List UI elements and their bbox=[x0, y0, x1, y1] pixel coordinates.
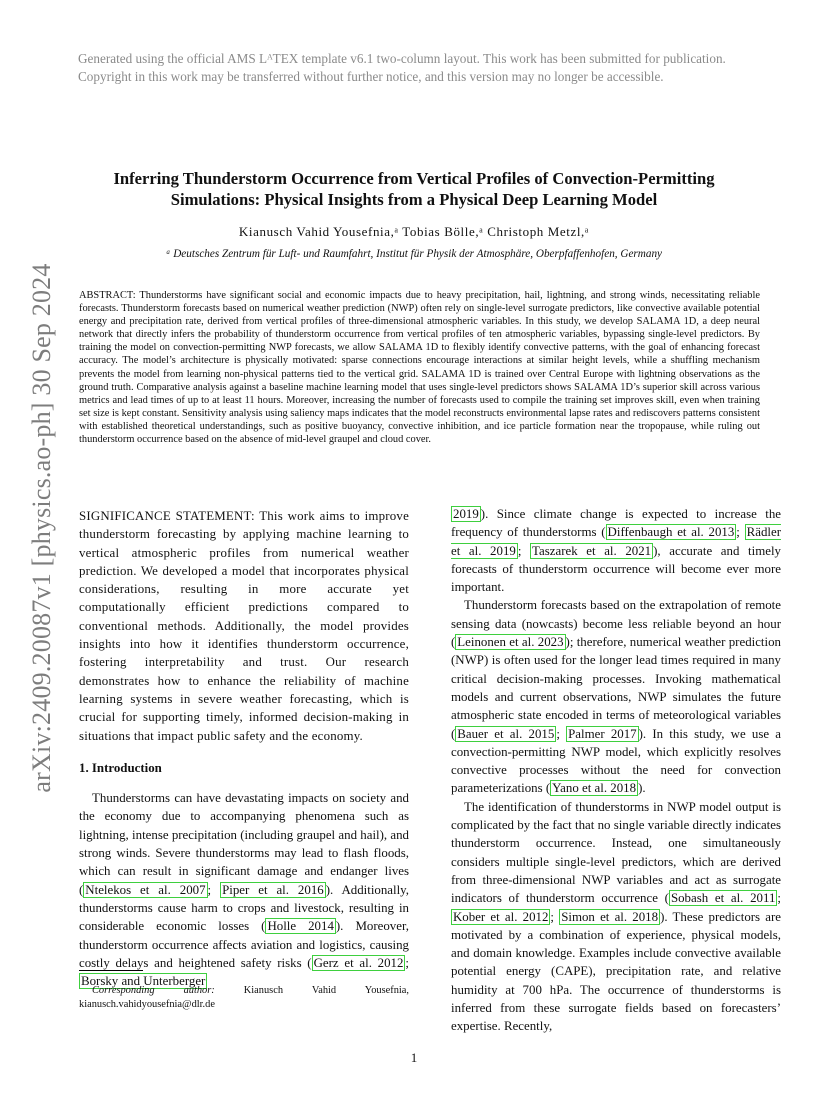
significance-statement: SIGNIFICANCE STATEMENT: This work aims to improve thunderstorm forecasting by applying machine learning to vertical atmospheric profiles from numerical weather prediction. We developed a model that incorporates physical considerations, resulting in more accurate yet computationally efficient predictions compared to conventional methods. Additionally, the model provides insights into how it identifies thunderstorm occurrence, fostering interpretability and trust. Our research demonstrates how to enhance the reliability of machine learning systems in severe weather forecasting, which is crucial for supporting timely, informed decision-making in situations that impact public safety and the economy. bbox=[79, 509, 409, 743]
section-heading-introduction: 1. Introduction bbox=[79, 760, 162, 775]
citation-link[interactable]: Bauer et al. 2015 bbox=[457, 726, 555, 741]
body-text: The identification of thunderstorms in NWP model output is complicated by the fact that no single variable directly indicates thunderstorm occurrence. Instead, one simultaneously considers multiple single-level predictors, which are derived from three-dimensional NWP variables and act as surrogate indicators of thunderstorm occurrence ( bbox=[451, 799, 781, 906]
body-paragraph bbox=[451, 798, 781, 1036]
citation-link[interactable]: Gerz et al. 2012 bbox=[313, 955, 404, 970]
citation-separator: ; bbox=[517, 543, 531, 558]
citation-link[interactable]: Palmer 2017 bbox=[568, 726, 637, 741]
right-column bbox=[451, 505, 781, 1036]
body-text: ). These predictors are motivated by a combination of experience, physical models, and domain knowledge. Examples include convective available potential energy (CAPE), precipitation rate, and relative humidity at 700 hPa. The occurrence of thunderstorms is inferred from these surrogate fields based on forecasters’ expertise. Recently, bbox=[451, 909, 782, 1034]
citation-link[interactable]: Borsky and Unterberger bbox=[81, 974, 206, 989]
footnote-role: Corresponding author: bbox=[92, 985, 215, 996]
body-text: ), accurate and timely forecasts of thunderstorm occurrence will become ever more important. bbox=[451, 543, 781, 595]
author-list: Kianusch Vahid Yousefnia,ᵃ Tobias Bölle,ᵃ Christoph Metzl,ᵃ bbox=[238, 224, 590, 239]
body-text: Thunderstorm forecasts based on the extrapolation of remote sensing data (nowcasts) become less reliable beyond an hour ( bbox=[451, 598, 781, 650]
left-column bbox=[79, 507, 409, 990]
affiliation: ᵃ Deutsches Zentrum für Luft- und Raumfahrt, Institut für Physik der Atmosphäre, Oberpfaffenhofen, Germany bbox=[165, 248, 663, 260]
citation-link[interactable]: Holle 2014 bbox=[267, 919, 334, 934]
body-paragraph bbox=[451, 505, 781, 596]
citation-link[interactable]: Diffenbaugh et al. 2013 bbox=[607, 525, 735, 540]
citation-separator: ; bbox=[405, 955, 409, 970]
citation-link[interactable]: 2019 bbox=[453, 507, 479, 521]
citation-link[interactable]: Ntelekos et al. 2007 bbox=[85, 882, 206, 897]
citation-link[interactable]: Rädler et al. 2019 bbox=[451, 525, 781, 558]
citation-separator: ; bbox=[550, 909, 560, 924]
citation-link[interactable]: Piper et al. 2016 bbox=[222, 882, 324, 897]
citation-link[interactable]: Simon et al. 2018 bbox=[561, 909, 659, 924]
citation-link[interactable]: Sobash et al. 2011 bbox=[670, 891, 776, 906]
footnote-text: Kianusch Vahid Yousefnia, kianusch.vahidyousefnia@dlr.de bbox=[79, 985, 410, 1010]
abstract: ABSTRACT: Thunderstorms have significant social and economic impacts due to heavy precipitation, hail, lightning, and strong winds, necessitating reliable forecasts. Thunderstorm forecasts based on numerical weather prediction (NWP) often rely on single-level surrogate predictors, like convective available potential energy and precipitation rate, derived from vertical profiles of three-dimensional atmospheric variables. In this study, we develop SALAMA 1D, a deep neural network that directly infers the probability of thunderstorm occurrence from vertical profiles of ten atmospheric variables, bypassing single-level predictors. By training the model on convection-permitting NWP forecasts, we allow SALAMA 1D to flexibly identify convective patterns, with the goal of enhancing forecast accuracy. The model’s architecture is physically motivated: sparse connections encourage interactions at similar height levels, while a shuffling mechanism prevents the model from learning non-physical patterns tied to the vertical grid. SALAMA 1D is trained over Central Europe with lightning observations as the ground truth. Comparative analysis against a baseline machine learning model that uses single-level predictors shows SALAMA 1D’s superior skill across various metrics and lead times of up to at least 11 hours. Moreover, increasing the number of forecasts used to compile the training set improves skill, even when training set size is kept constant. Sensitivity analysis using saliency maps indicates that the model reconstructs environmental lapse rates and rediscovers patterns consistent with established theoretical understandings, such as positive buoyancy, convective inhibition, and ice particle formation near the tropopause, while ruling out thunderstorm occurrence based on the absence of mid-level graupel and cloud cover. bbox=[79, 290, 760, 446]
page-number: 1 bbox=[410, 1050, 418, 1065]
body-paragraph bbox=[451, 596, 781, 797]
corresponding-author-footnote bbox=[79, 984, 409, 1011]
body-text: ). bbox=[638, 781, 646, 796]
citation-separator: ; bbox=[777, 891, 781, 906]
arxiv-identifier bbox=[22, 228, 62, 828]
intro-text: ). Moreover, thunderstorm occurrence affects aviation and logistics, causing costly delays and heightened safety risks ( bbox=[79, 919, 409, 970]
citation-separator: ; bbox=[207, 882, 221, 897]
arxiv-identifier-text: arXiv:2409.20087v1 [physics.ao-ph] 30 Sep 2024 bbox=[27, 263, 56, 793]
body-text: ); therefore, numerical weather prediction (NWP) is often used for the longer lead times required in many critical decision-making processes. Invoking mathematical models and current observations, NWP simulates the future atmospheric state encoded in terms of meteorological variables ( bbox=[451, 635, 781, 741]
citation-link[interactable]: Taszarek et al. 2021 bbox=[532, 543, 652, 558]
intro-text: ). Additionally, thunderstorms cause harm to crops and livestock, resulting in considerable economic losses ( bbox=[79, 882, 410, 934]
template-notice: Generated using the official AMS LᴬTEX template v6.1 two-column layout. This work has been submitted for publication. Copyright in this work may be transferred without further notice, and this version may no longer be accessible. bbox=[78, 51, 726, 84]
intro-paragraph bbox=[79, 789, 409, 990]
intro-text: Thunderstorms can have devastating impacts on society and the economy due to accompanying phenomena such as lightning, intense precipitation (including graupel and hail), and strong winds. Severe thunderstorms may lead to flash floods, which can result in significant damage and endanger lives ( bbox=[79, 791, 409, 897]
citation-link[interactable]: Kober et al. 2012 bbox=[453, 909, 549, 924]
footnote-rule bbox=[79, 970, 143, 971]
citation-link[interactable]: Leinonen et al. 2023 bbox=[457, 635, 564, 650]
body-text: ). Since climate change is expected to increase the frequency of thunderstorms ( bbox=[451, 507, 781, 540]
citation-link[interactable]: Yano et al. 2018 bbox=[552, 781, 637, 796]
body-text: ). In this study, we use a convection-permitting NWP model, which explicitly resolves convective processes without the need for convection parameterizations ( bbox=[451, 726, 781, 796]
citation-separator: ; bbox=[556, 726, 567, 741]
citation-separator: ; bbox=[736, 525, 745, 540]
paper-title: Inferring Thunderstorm Occurrence from Vertical Profiles of Convection-Permitting Simulations: Physical Insights from a Physical Deep Learning Model bbox=[113, 169, 715, 209]
